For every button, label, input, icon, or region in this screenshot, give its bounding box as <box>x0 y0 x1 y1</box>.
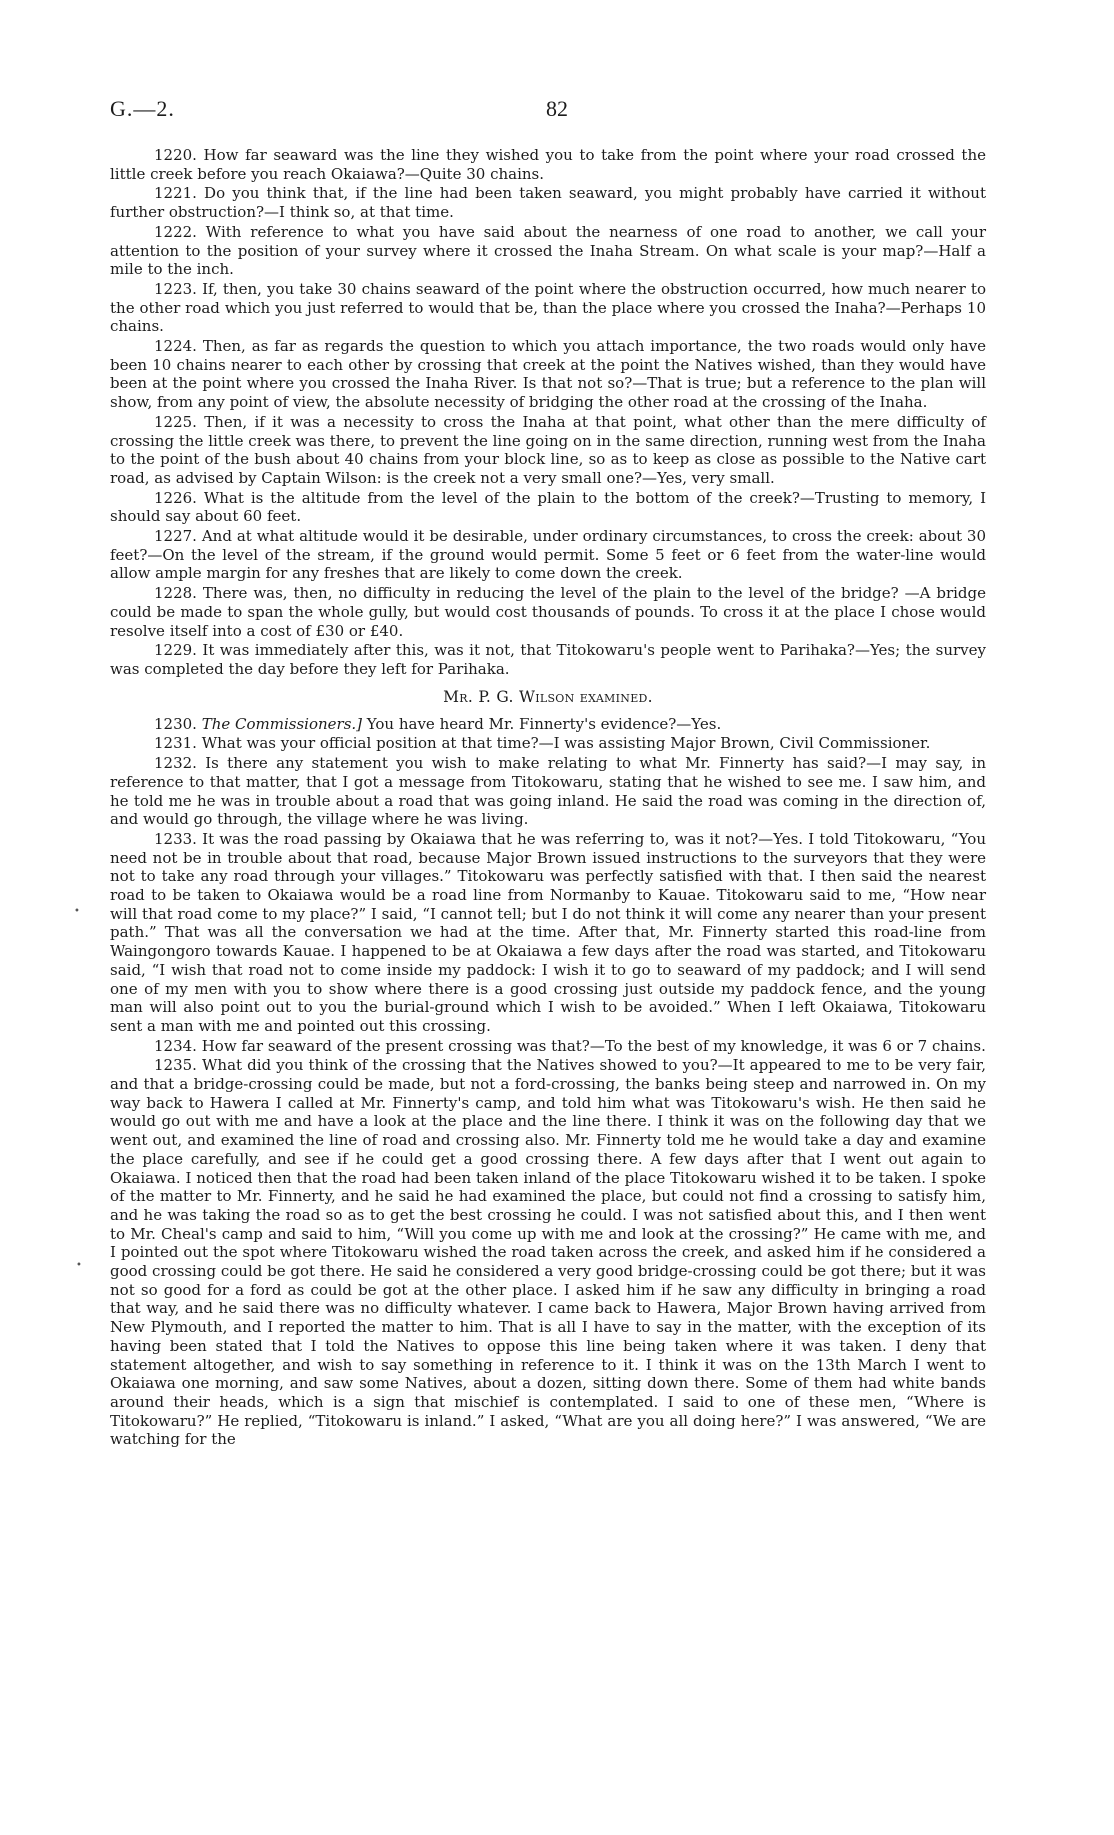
paragraph-1232: 1232. Is there any statement you wish to make relating to what Mr. Finnerty has said?—I may say, in reference to that matter, that I got a message from Titokowaru, stating that he wished to see me. I saw him, and he told me he was in trouble about a road that was going inland. He said the road was coming in the direction of, and would go through, the village where he was living. <box>110 754 986 829</box>
paragraph-1229: 1229. It was immediately after this, was it not, that Titokowaru's people went to Parihaka?—Yes; the survey was completed the day before they left for Parihaka. <box>110 641 986 678</box>
document-reference: G.—2. <box>110 96 175 121</box>
paragraph-1224: 1224. Then, as far as regards the question to which you attach importance, the two roads would only have been 10 chains nearer to each other by crossing that creek at the point the Natives wished, than they would have been at the point where you crossed the Inaha River. Is that not so?—That is true; but a reference to the plan will show, from any point of view, the absolute necessity of bridging the other road at the crossing of the Inaha. <box>110 337 986 412</box>
paragraph-1222: 1222. With reference to what you have said about the nearness of one road to another, we call your attention to the position of your survey where it crossed the Inaha Stream. On what scale is your map?—Half a mile to the inch. <box>110 222 986 279</box>
paragraph-1230: 1230. The Commissioners.] You have heard Mr. Finnerty's evidence?—Yes. <box>154 714 722 733</box>
paragraph-1233: 1233. It was the road passing by Okaiawa that he was referring to, was it not?—Yes. I told Titokowaru, “You need not be in trouble about that road, because Major Brown issued instructions to the surveyors that they were not to take any road through your villages.” Titokowaru was perfectly satisfied with that. I then said the nearest road to be taken to Okaiawa would be a road line from Normanby to Kauae. Titokowaru said to me, “How near will that road come to my place?” I said, “I cannot tell; but I do not think it will come any nearer than your present path.” That was all the conversation we had at the time. After that, Mr. Finnerty started this road-line from Waingongoro towards Kauae. I happened to be at Okaiawa a few days after the road was started, and Titokowaru said, “I wish that road not to come inside my paddock: I wish it to go to seaward of my paddock; and I will send one of my men with you to show where there is a good crossing just outside my paddock fence, and the young man will also point out to you the burial-ground which I wish to be avoided.” When I left Okaiawa, Titokowaru sent a man with me and pointed out this crossing. <box>110 829 986 1035</box>
paragraph-1228: 1228. There was, then, no difficulty in reducing the level of the plain to the level of the bridge? —A bridge could be made to span the whole gully, but would cost thousands of pounds. To cross it at the place I chose would resolve itself into a cost of £30 or £40. <box>110 584 986 640</box>
page-number: 82 <box>546 96 568 121</box>
paragraph-1235: 1235. What did you think of the crossing that the Natives showed to you?—It appeared to me to be very fair, and that a bridge-crossing could be made, but not a ford-crossing, the banks being steep and narrowed in. On my way back to Hawera I called at Mr. Finnerty's camp, and told him what was Titokowaru's wish. He then said he would go out with me and have a look at the place and the line there. I think it was on the following day that we went out, and examined the line of road and crossing also. Mr. Finnerty told me he would take a day and examine the place carefully, and see if he could get a good crossing there. A few days after that I went out again to Okaiawa. I noticed then that the road had been taken inland of the place Titokowaru wished it to be taken. I spoke of the matter to Mr. Finnerty, and he said he had examined the place, but could not find a crossing to satisfy him, and he was taking the road so as to get the best crossing he could. I was not satisfied about this, and I then went to Mr. Cheal's camp and said to him, “Will you come up with me and look at the crossing?” He came with me, and I pointed out the spot where Titokowaru wished the road taken across the creek, and asked him if he considered a good crossing could be got there. He said he considered a very good bridge-crossing could be got there; but it was not so good for a ford as could be got at the other place. I asked him if he saw any difficulty in bringing a road that way, and he said there was no difficulty whatever. I came back to Hawera, Major Brown having arrived from New Plymouth, and I reported the matter to him. That is all I have to say in the matter, with the exception of its having been stated that I told the Natives to oppose this line being taken where it was taken. I deny that statement altogether, and wish to say something in reference to it. I think it was on the 13th March I went to Okaiawa one morning, and saw some Natives, about a dozen, sitting down there. Some of them had white bands around their heads, which is a sign that mischief is contemplated. I said to one of these men, “Where is Titokowaru?” He replied, “Titokowaru is inland.” I asked, “What are you all doing here?” I was answered, “We are watching for the <box>110 1056 986 1449</box>
page-header <box>110 96 1004 126</box>
paragraph-1230-text: You have heard Mr. Finnerty's evidence?—Yes. <box>362 714 722 733</box>
paragraph-1223: 1223. If, then, you take 30 chains seaward of the point where the obstruction occurred, how much nearer to the other road which you just referred to would that be, than the place where you crossed the Inaha?—Perhaps 10 chains. <box>110 279 986 336</box>
paragraph-1231: 1231. What was your official position at that time?—I was assisting Major Brown, Civil Commissioner. <box>154 734 931 753</box>
paragraph-1227: 1227. And at what altitude would it be desirable, under ordinary circumstances, to cross the creek: about 30 feet?—On the level of the stream, if the ground would permit. Some 5 feet or 6 feet from the water-line would allow ample margin for any freshes that are likely to come down the creek. <box>110 527 986 583</box>
paragraph-1225: 1225. Then, if it was a necessity to cross the Inaha at that point, what other than the mere difficulty of crossing the little creek was there, to prevent the line going on in the same direction, running west from the Inaha to the point of the bush about 40 chains from your block line, so as to keep as close as possible to the Native cart road, as advised by Captain Wilson: is the creek not a very small one?—Yes, very small. <box>110 412 986 487</box>
section-heading: Mr. P. G. Wilson examined. <box>443 687 653 706</box>
speaker-label: The Commissioners.] <box>201 714 363 733</box>
paragraph-1221: 1221. Do you think that, if the line had been taken seaward, you might probably have carried it without further obstruction?—I think so, at that time. <box>110 184 986 222</box>
margin-dot: • <box>74 906 80 917</box>
paragraph-1220: 1220. How far seaward was the line they wished you to take from the point where your road crossed the little creek before you reach Okaiawa?—Quite 30 chains. <box>110 146 986 183</box>
document-body <box>110 146 986 1450</box>
paragraph-1226: 1226. What is the altitude from the level of the plain to the bottom of the creek?—Trusting to memory, I should say about 60 feet. <box>110 488 986 526</box>
margin-dot: • <box>76 1260 82 1271</box>
paragraph-1234: 1234. How far seaward of the present crossing was that?—To the best of my knowledge, it was 6 or 7 chains. <box>154 1036 986 1055</box>
